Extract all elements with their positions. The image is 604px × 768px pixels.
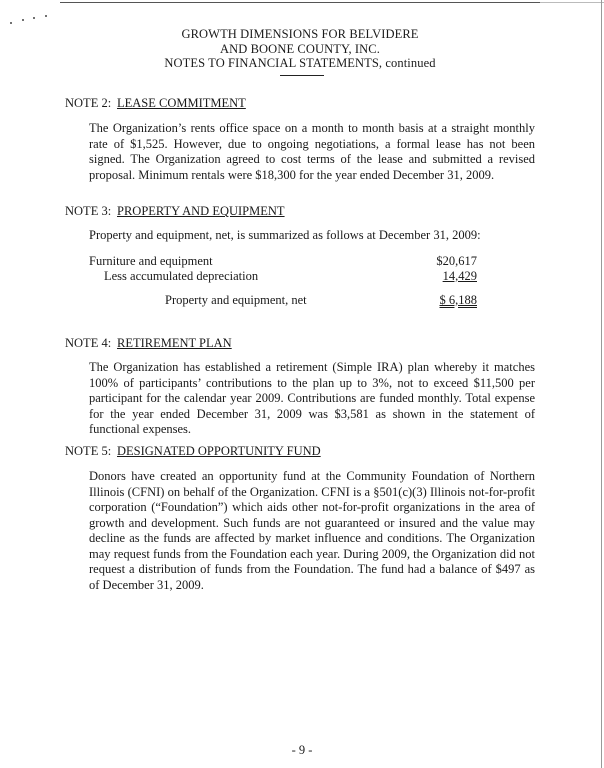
page-right-edge <box>601 0 602 768</box>
note-3-paragraph: Property and equipment, net, is summarized as follows at December 31, 2009: <box>89 228 481 242</box>
note-4-paragraph: The Organization has established a retirement (Simple IRA) plan whereby it matches 100% of participants’ contributions to the plan up to 3%, not to exceed $11,500 per participant for the calendar year 2009. Contributions are funded monthly. Total expense for the year ended December 31, 2009 was $3,581 as shown in the statement of functional expenses. <box>89 360 535 436</box>
row-value-depreciation: 14,429 <box>442 269 477 283</box>
note-5-heading <box>65 444 321 458</box>
note-5-paragraph: Donors have created an opportunity fund at the Community Foundation of Northern Illinois (CFNI) on behalf of the Organization. CFNI is a §501(c)(3) Illinois not-for-profit corporation (“Foundation”) which aids other not-for-profit organizations in the area of growth and development. Such funds are not guaranteed or insured and the value may decline as the funds are affected by market influence and conditions. The Organization may request funds from the Foundation each year. During 2009, the Organization did not request a distribution of funds from the Foundation. The fund had a balance of $497 as of December 31, 2009. <box>89 469 535 592</box>
note-4-heading <box>65 336 232 350</box>
note-2-number: NOTE 2: <box>65 96 112 110</box>
top-border-line-fade <box>540 2 604 3</box>
note-2-heading <box>65 96 246 110</box>
property-equipment-table <box>89 254 535 314</box>
scan-speck <box>45 15 47 17</box>
note-3-number: NOTE 3: <box>65 204 112 218</box>
scan-speck <box>10 22 12 24</box>
note-4-number: NOTE 4: <box>65 336 112 350</box>
row-value-furniture: $20,617 <box>436 254 477 268</box>
note-2-paragraph: The Organization’s rents office space on a month to month basis at a straight monthly rate of $1,525. However, due to ongoing negotiations, a formal lease has not been signed. The Organization agreed to cost terms of the lease and submitted a revised proposal. Minimum rentals were $18,300 for the year ended December 31, 2009. <box>89 121 535 182</box>
scan-speck <box>22 19 24 21</box>
header-line-county: AND BOONE COUNTY, INC. <box>220 41 380 56</box>
note-3-title: PROPERTY AND EQUIPMENT <box>117 204 285 218</box>
note-4-title: RETIREMENT PLAN <box>117 336 232 350</box>
header-divider <box>280 75 324 76</box>
top-border-line <box>60 2 560 3</box>
note-2-title: LEASE COMMITMENT <box>117 96 246 110</box>
row-label-depreciation: Less accumulated depreciation <box>104 269 259 283</box>
table-row <box>89 254 535 269</box>
note-3-heading <box>65 204 285 218</box>
header-line-organization: GROWTH DIMENSIONS FOR BELVIDERE <box>181 27 419 41</box>
row-value-net: $ 6,188 <box>439 293 477 307</box>
row-label-net: Property and equipment, net <box>165 293 307 307</box>
page-number: - 9 - <box>291 743 313 757</box>
table-row <box>89 269 535 284</box>
table-row <box>89 293 535 308</box>
row-label-furniture: Furniture and equipment <box>89 254 213 268</box>
note-5-title: DESIGNATED OPPORTUNITY FUND <box>117 444 321 458</box>
scan-speck <box>33 17 35 19</box>
note-5-number: NOTE 5: <box>65 444 112 458</box>
document-header <box>100 27 500 71</box>
header-line-notes-title: NOTES TO FINANCIAL STATEMENTS, continued <box>164 56 436 70</box>
